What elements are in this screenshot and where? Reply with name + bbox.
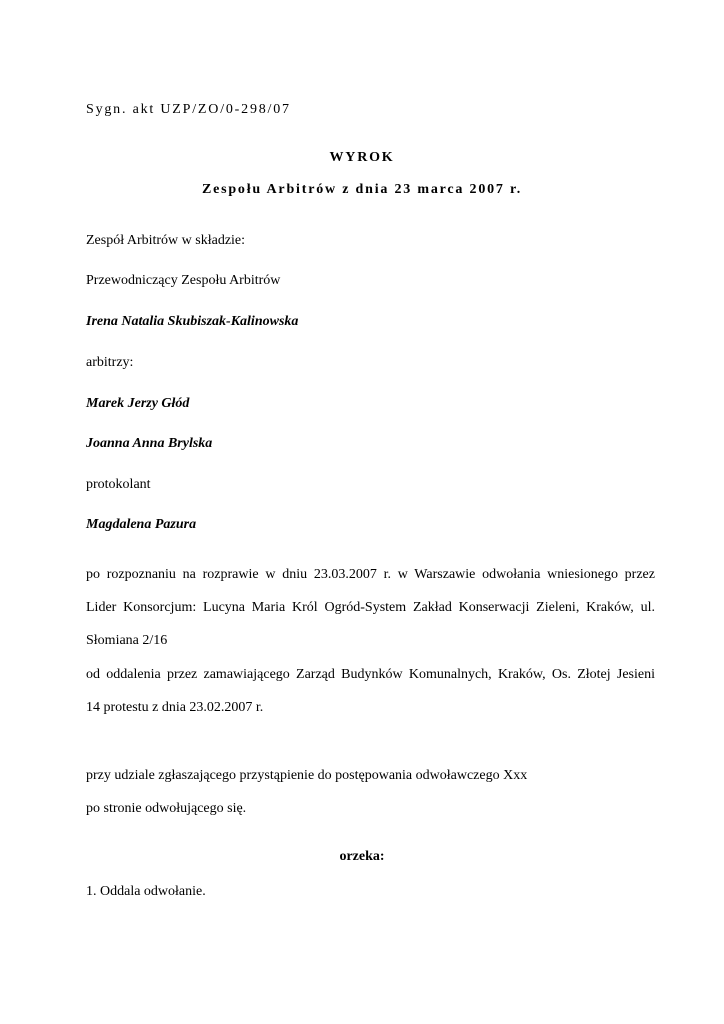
clerk-name: Magdalena Pazura [86,517,197,532]
paragraph-line: 14 protestu z dnia 23.02.2007 r. [86,700,264,715]
arbiter-name: Joanna Anna Brylska [86,436,213,451]
case-reference: Sygn. akt UZP/ZO/0-298/07 [86,102,291,117]
paragraph-line: po stronie odwołującego się. [86,801,247,816]
paragraph-line: po rozpoznaniu na rozprawie w dniu 23.03.2007 r. w Warszawie odwołania wniesionego przez [86,567,655,582]
ruling-heading: orzeka: [339,849,385,864]
document-subtitle: Zespołu Arbitrów z dnia 23 marca 2007 r. [201,182,523,197]
arbiters-label: arbitrzy: [86,355,134,370]
ruling-item: 1. Oddala odwołanie. [86,884,206,899]
paragraph-line: przy udziale zgłaszającego przystąpienie do postępowania odwoławczego Xxx [86,768,528,783]
paragraph-line: od oddalenia przez zamawiającego Zarząd Budynków Komunalnych, Kraków, Os. Złotej Jesieni [86,667,655,682]
chair-label: Przewodniczący Zespołu Arbitrów [86,273,281,288]
chair-name: Irena Natalia Skubiszak-Kalinowska [86,314,299,329]
paragraph-line: Lider Konsorcjum: Lucyna Maria Król Ogród-System Zakład Konserwacji Zieleni, Kraków, ul. [86,600,655,615]
document-title: WYROK [329,150,395,165]
arbiter-name: Marek Jerzy Głód [86,396,190,411]
panel-intro: Zespół Arbitrów w składzie: [86,233,246,248]
clerk-label: protokolant [86,477,151,492]
paragraph-line: Słomiana 2/16 [86,633,168,648]
